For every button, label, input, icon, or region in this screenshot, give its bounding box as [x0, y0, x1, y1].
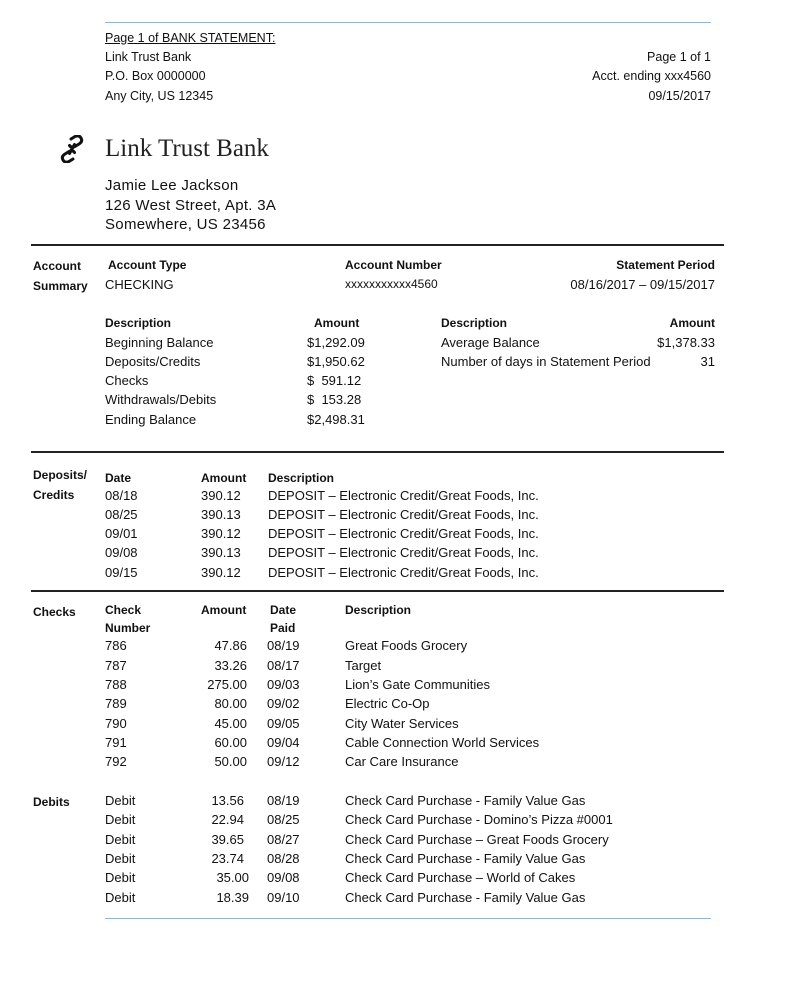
debit-row — [0, 812, 795, 831]
check-number: 792 — [105, 754, 127, 769]
debit-desc: Check Card Purchase - Domino’s Pizza #0001 — [345, 812, 613, 827]
statement-period-label: Statement Period — [616, 258, 715, 272]
debit-date: 09/10 — [267, 890, 300, 905]
debit-date: 08/28 — [267, 851, 300, 866]
account-type-label: Account Type — [108, 258, 187, 272]
summary-row-amount: $1,292.09 — [307, 335, 365, 350]
check-date: 09/02 — [267, 696, 300, 711]
check-number: 786 — [105, 638, 127, 653]
summary-row-desc: Deposits/Credits — [105, 354, 201, 369]
debit-amount: 22.94 — [211, 812, 244, 827]
summary-row-amount: $ 591.12 — [307, 373, 362, 388]
summary-row-desc: Withdrawals/Debits — [105, 392, 217, 407]
deposit-desc: DEPOSIT – Electronic Credit/Great Foods, Inc. — [268, 545, 539, 560]
check-date: 09/12 — [267, 754, 300, 769]
check-desc: City Water Services — [345, 716, 459, 731]
deposit-amount: 390.13 — [201, 507, 241, 522]
deposits-amount-header: Amount — [201, 471, 247, 485]
deposit-amount: 390.12 — [201, 526, 241, 541]
deposit-desc: DEPOSIT – Electronic Credit/Great Foods, Inc. — [268, 488, 539, 503]
deposit-row — [0, 507, 795, 526]
debit-row — [0, 832, 795, 851]
debit-row — [0, 870, 795, 889]
debit-row — [0, 851, 795, 870]
check-date: 09/04 — [267, 735, 300, 750]
check-amount: 275.00 — [207, 677, 247, 692]
debit-amount: 35.00 — [216, 870, 249, 885]
deposit-date: 08/18 — [105, 488, 138, 503]
checks-number-header1: Check — [105, 603, 142, 617]
summary-right-row — [0, 354, 795, 373]
summary-row — [0, 412, 795, 431]
checks-amount-header: Amount — [201, 603, 247, 617]
section-label-account: Account — [33, 259, 81, 273]
deposit-amount: 390.12 — [201, 565, 241, 580]
deposit-row — [0, 565, 795, 584]
summary-row-amount: $1,950.62 — [307, 354, 365, 369]
check-desc: Car Care Insurance — [345, 754, 459, 769]
debit-desc: Check Card Purchase – World of Cakes — [345, 870, 576, 885]
debit-desc: Check Card Purchase - Family Value Gas — [345, 890, 586, 905]
section-label-checks: Checks — [33, 605, 76, 619]
summary-row — [0, 392, 795, 411]
debit-desc: Check Card Purchase - Family Value Gas — [345, 793, 586, 808]
debit-amount: 18.39 — [216, 890, 249, 905]
summary-amount-header: Amount — [314, 316, 360, 330]
deposits-rule — [31, 451, 724, 453]
section-label-credits: Credits — [33, 488, 75, 502]
checks-date-header1: Date — [270, 603, 297, 617]
check-amount: 33.26 — [214, 658, 247, 673]
summary-rule — [31, 244, 724, 246]
section-label-deposits: Deposits/ — [33, 468, 88, 482]
account-type-value: CHECKING — [105, 277, 174, 292]
deposit-date: 09/08 — [105, 545, 138, 560]
check-row — [0, 658, 795, 677]
debit-date: 08/25 — [267, 812, 300, 827]
check-row — [0, 735, 795, 754]
check-amount: 50.00 — [214, 754, 247, 769]
debit-type: Debit — [105, 832, 136, 847]
check-number: 790 — [105, 716, 127, 731]
debit-date: 08/27 — [267, 832, 300, 847]
check-desc: Great Foods Grocery — [345, 638, 468, 653]
statement-date: 09/15/2017 — [648, 89, 711, 103]
bottom-rule — [105, 918, 711, 919]
check-date: 09/05 — [267, 716, 300, 731]
summary-right-desc: Number of days in Statement Period — [441, 354, 651, 369]
section-label-debits: Debits — [33, 795, 70, 809]
check-number: 787 — [105, 658, 127, 673]
check-number: 788 — [105, 677, 127, 692]
debit-date: 09/08 — [267, 870, 300, 885]
check-row — [0, 754, 795, 773]
deposit-row — [0, 526, 795, 545]
deposit-date: 09/01 — [105, 526, 138, 541]
bank-address-line2: Any City, US 12345 — [105, 89, 214, 103]
summary-right-amount: $1,378.33 — [657, 335, 715, 350]
deposit-amount: 390.12 — [201, 488, 241, 503]
account-number-value: xxxxxxxxxxx4560 — [345, 277, 438, 291]
check-amount: 47.86 — [214, 638, 247, 653]
check-date: 09/03 — [267, 677, 300, 692]
customer-street: 126 West Street, Apt. 3A — [105, 197, 277, 214]
summary-right-amount: 31 — [700, 354, 715, 369]
summary-right-desc: Average Balance — [441, 335, 540, 350]
link-icon — [60, 135, 84, 163]
customer-city: Somewhere, US 23456 — [105, 216, 266, 233]
check-date: 08/19 — [267, 638, 300, 653]
deposits-date-header: Date — [105, 471, 132, 485]
deposit-desc: DEPOSIT – Electronic Credit/Great Foods, Inc. — [268, 507, 539, 522]
check-amount: 60.00 — [214, 735, 247, 750]
statement-title: Page 1 of BANK STATEMENT: — [105, 31, 276, 45]
debit-type: Debit — [105, 890, 136, 905]
debit-type: Debit — [105, 793, 136, 808]
checks-number-header2: Number — [105, 621, 151, 635]
summary-row-desc: Ending Balance — [105, 412, 197, 427]
check-row — [0, 638, 795, 657]
summary-desc-header: Description — [105, 316, 172, 330]
deposits-desc-header: Description — [268, 471, 335, 485]
deposit-amount: 390.13 — [201, 545, 241, 560]
deposit-desc: DEPOSIT – Electronic Credit/Great Foods, Inc. — [268, 526, 539, 541]
check-amount: 80.00 — [214, 696, 247, 711]
account-ending: Acct. ending xxx4560 — [592, 69, 711, 83]
debit-desc: Check Card Purchase – Great Foods Grocery — [345, 832, 609, 847]
debit-type: Debit — [105, 870, 136, 885]
debit-type: Debit — [105, 812, 136, 827]
top-rule — [105, 22, 711, 23]
summary-row-desc: Checks — [105, 373, 149, 388]
debit-type: Debit — [105, 851, 136, 866]
deposit-date: 09/15 — [105, 565, 138, 580]
check-desc: Target — [345, 658, 382, 673]
debit-amount: 39.65 — [211, 832, 244, 847]
summary-right-amount-header: Amount — [669, 316, 715, 330]
summary-row — [0, 373, 795, 392]
deposit-desc: DEPOSIT – Electronic Credit/Great Foods, Inc. — [268, 565, 539, 580]
check-number: 789 — [105, 696, 127, 711]
check-date: 08/17 — [267, 658, 300, 673]
debit-row — [0, 793, 795, 812]
debit-desc: Check Card Purchase - Family Value Gas — [345, 851, 586, 866]
check-amount: 45.00 — [214, 716, 247, 731]
section-label-summary: Summary — [33, 279, 88, 293]
summary-row-amount: $2,498.31 — [307, 412, 365, 427]
account-number-label: Account Number — [345, 258, 442, 272]
summary-row-desc: Beginning Balance — [105, 335, 214, 350]
customer-name: Jamie Lee Jackson — [105, 177, 239, 194]
checks-desc-header: Description — [345, 603, 412, 617]
page-number: Page 1 of 1 — [647, 50, 711, 64]
deposit-date: 08/25 — [105, 507, 138, 522]
check-row — [0, 677, 795, 696]
check-desc: Cable Connection World Services — [345, 735, 540, 750]
summary-right-desc-header: Description — [441, 316, 508, 330]
checks-rule — [31, 590, 724, 592]
check-number: 791 — [105, 735, 127, 750]
debit-amount: 13.56 — [211, 793, 244, 808]
check-desc: Electric Co-Op — [345, 696, 430, 711]
debit-amount: 23.74 — [211, 851, 244, 866]
checks-date-header2: Paid — [270, 621, 296, 635]
summary-row-amount: $ 153.28 — [307, 392, 362, 407]
check-row — [0, 696, 795, 715]
bank-name-header: Link Trust Bank — [105, 50, 192, 64]
deposit-row — [0, 488, 795, 507]
debit-date: 08/19 — [267, 793, 300, 808]
summary-right-row — [0, 335, 795, 354]
bank-address-line1: P.O. Box 0000000 — [105, 69, 206, 83]
debit-row — [0, 890, 795, 909]
check-desc: Lion’s Gate Communities — [345, 677, 490, 692]
bank-logo-text: Link Trust Bank — [105, 135, 269, 162]
deposit-row — [0, 545, 795, 564]
check-row — [0, 716, 795, 735]
statement-period-value: 08/16/2017 – 09/15/2017 — [570, 277, 715, 292]
